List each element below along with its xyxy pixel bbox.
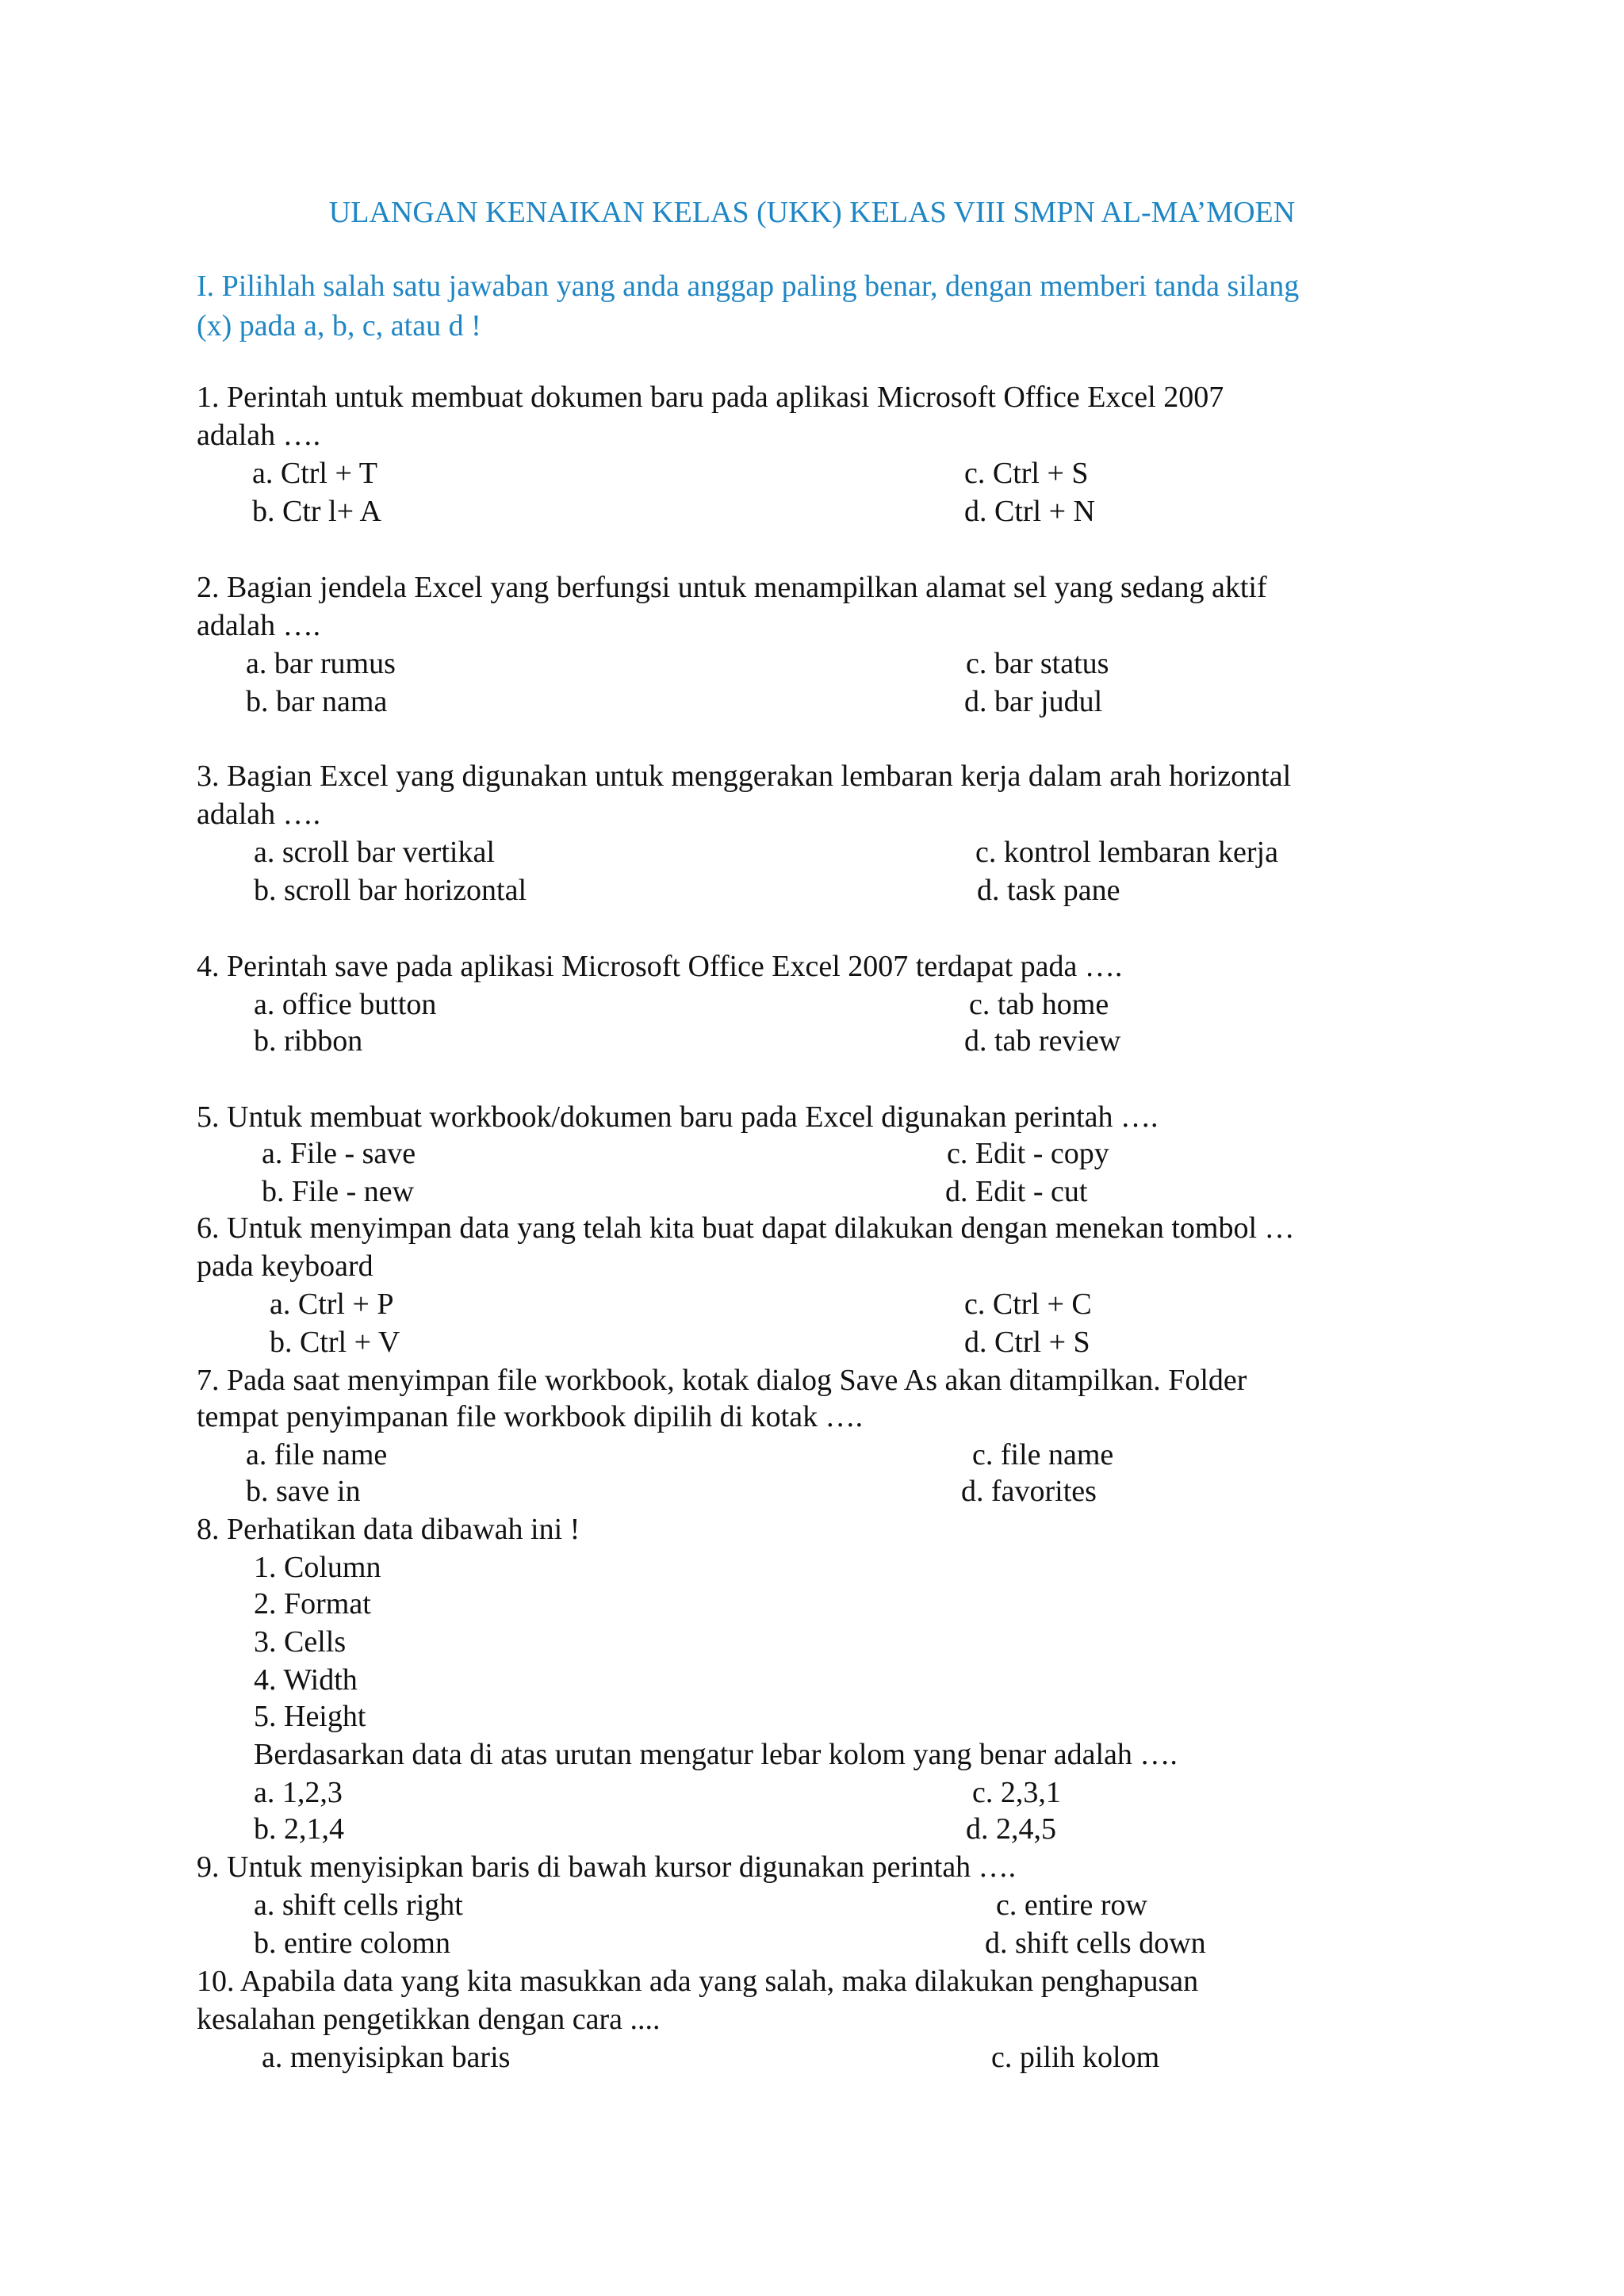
q5-option-d: d. Edit - cut bbox=[945, 1175, 1088, 1208]
q6-option-c: c. Ctrl + C bbox=[964, 1288, 1092, 1321]
q2-option-a: a. bar rumus bbox=[246, 647, 396, 680]
q9-option-b: b. entire colomn bbox=[254, 1927, 450, 1960]
q1-option-c: c. Ctrl + S bbox=[964, 457, 1089, 490]
q5-option-a: a. File - save bbox=[262, 1137, 416, 1170]
q7-option-a: a. file name bbox=[246, 1438, 388, 1471]
instruction-line-2: (x) pada a, b, c, atau d ! bbox=[197, 309, 481, 342]
document-title: ULANGAN KENAIKAN KELAS (UKK) KELAS VIII SMPN AL-MA’MOEN bbox=[328, 196, 1296, 229]
question-3-text: 3. Bagian Excel yang digunakan untuk menggerakan lembaran kerja dalam arah horizontal bbox=[197, 760, 1292, 793]
q6-option-d: d. Ctrl + S bbox=[964, 1326, 1090, 1359]
q3-option-b: b. scroll bar horizontal bbox=[254, 874, 527, 907]
q8-list-item-1: 1. Column bbox=[254, 1551, 381, 1584]
q8-list-item-4: 4. Width bbox=[254, 1663, 358, 1697]
q9-option-a: a. shift cells right bbox=[254, 1888, 463, 1922]
q3-option-d: d. task pane bbox=[977, 874, 1120, 907]
q10-option-a: a. menyisipkan baris bbox=[262, 2041, 511, 2074]
question-5-text: 5. Untuk membuat workbook/dokumen baru pada Excel digunakan perintah …. bbox=[197, 1100, 1159, 1134]
q1-option-a: a. Ctrl + T bbox=[252, 457, 377, 490]
q8-option-d: d. 2,4,5 bbox=[966, 1812, 1056, 1846]
question-10-text: 10. Apabila data yang kita masukkan ada yang salah, maka dilakukan penghapusan bbox=[197, 1965, 1199, 1998]
q1-option-d: d. Ctrl + N bbox=[964, 495, 1095, 528]
q4-option-c: c. tab home bbox=[969, 988, 1109, 1021]
question-8-prompt: Berdasarkan data di atas urutan mengatur lebar kolom yang benar adalah …. bbox=[254, 1738, 1178, 1771]
question-1-text: 1. Perintah untuk membuat dokumen baru pada aplikasi Microsoft Office Excel 2007 bbox=[197, 381, 1224, 414]
q6-option-a: a. Ctrl + P bbox=[270, 1288, 394, 1321]
q7-option-c: c. file name bbox=[972, 1438, 1114, 1471]
question-9-text: 9. Untuk menyisipkan baris di bawah kursor digunakan perintah …. bbox=[197, 1850, 1017, 1884]
q3-option-c: c. kontrol lembaran kerja bbox=[975, 836, 1278, 869]
question-1-text-cont: adalah …. bbox=[197, 419, 321, 452]
question-2-text-cont: adalah …. bbox=[197, 609, 321, 642]
q8-option-a: a. 1,2,3 bbox=[254, 1776, 343, 1809]
q4-option-d: d. tab review bbox=[964, 1024, 1121, 1058]
question-3-text-cont: adalah …. bbox=[197, 798, 321, 831]
q3-option-a: a. scroll bar vertikal bbox=[254, 836, 495, 869]
q1-option-b: b. Ctr l+ A bbox=[252, 495, 381, 528]
q7-option-d: d. favorites bbox=[961, 1475, 1097, 1508]
q2-option-c: c. bar status bbox=[966, 647, 1109, 680]
q2-option-d: d. bar judul bbox=[964, 685, 1103, 718]
q4-option-a: a. office button bbox=[254, 988, 437, 1021]
q6-option-b: b. Ctrl + V bbox=[270, 1326, 400, 1359]
q5-option-c: c. Edit - copy bbox=[947, 1137, 1109, 1170]
q2-option-b: b. bar nama bbox=[246, 685, 388, 718]
q9-option-d: d. shift cells down bbox=[985, 1927, 1206, 1960]
question-7-text-cont: tempat penyimpanan file workbook dipilih di kotak …. bbox=[197, 1400, 864, 1433]
question-8-text: 8. Perhatikan data dibawah ini ! bbox=[197, 1513, 580, 1546]
question-10-text-cont: kesalahan pengetikkan dengan cara .... bbox=[197, 2003, 661, 2036]
q8-list-item-3: 3. Cells bbox=[254, 1625, 347, 1659]
q4-option-b: b. ribbon bbox=[254, 1024, 363, 1058]
question-7-text: 7. Pada saat menyimpan file workbook, kotak dialog Save As akan ditampilkan. Folder bbox=[197, 1364, 1247, 1397]
instruction-line-1: I. Pilihlah salah satu jawaban yang anda anggap paling benar, dengan memberi tanda silang bbox=[197, 270, 1300, 303]
q9-option-c: c. entire row bbox=[996, 1888, 1147, 1922]
q8-option-b: b. 2,1,4 bbox=[254, 1812, 344, 1846]
q8-option-c: c. 2,3,1 bbox=[972, 1776, 1061, 1809]
q5-option-b: b. File - new bbox=[262, 1175, 415, 1208]
instruction bbox=[197, 266, 1402, 346]
q10-option-c: c. pilih kolom bbox=[991, 2041, 1160, 2074]
question-6-text-cont: pada keyboard bbox=[197, 1249, 373, 1283]
q8-list-item-2: 2. Format bbox=[254, 1587, 371, 1621]
question-6-text: 6. Untuk menyimpan data yang telah kita buat dapat dilakukan dengan menekan tombol … bbox=[197, 1211, 1295, 1245]
question-4-text: 4. Perintah save pada aplikasi Microsoft Office Excel 2007 terdapat pada …. bbox=[197, 950, 1123, 983]
question-2-text: 2. Bagian jendela Excel yang berfungsi untuk menampilkan alamat sel yang sedang aktif bbox=[197, 571, 1267, 604]
q7-option-b: b. save in bbox=[246, 1475, 361, 1508]
q8-list-item-5: 5. Height bbox=[254, 1700, 366, 1733]
